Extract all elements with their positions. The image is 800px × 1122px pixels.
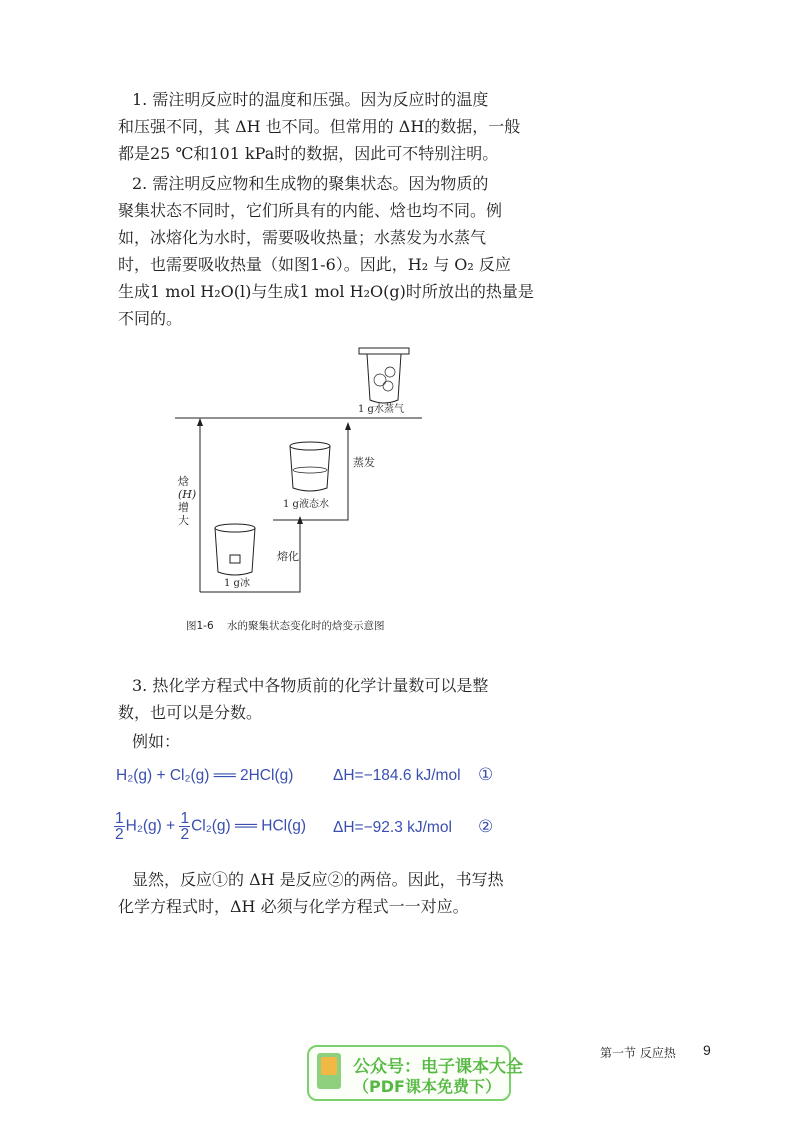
text-line: 不同的。 (118, 309, 183, 328)
text-line: 例如： (132, 732, 181, 751)
paragraph-4 (118, 866, 504, 920)
equation-2-enthalpy: ΔH=−92.3 kJ/mol (333, 819, 452, 836)
text-line: 2. 需注明反应物和生成物的聚集状态。因为物质的 (132, 174, 489, 193)
text-line: 3. 热化学方程式中各物质前的化学计量数可以是整 (132, 676, 489, 695)
melt-label: 熔化 (277, 550, 299, 563)
fraction-half: $\frac{1}{2}$ (180, 810, 190, 843)
enthalpy-diagram (170, 340, 440, 605)
watermark-badge (307, 1045, 523, 1101)
paragraph-1 (118, 86, 521, 167)
equation-1 (116, 767, 293, 785)
section-label: 第一节 反应热 (600, 1046, 676, 1060)
watermark-line-2: （PDF课本免费下） (353, 1077, 501, 1096)
text-line: 数，也可以是分数。 (118, 703, 263, 722)
liquid-beaker-icon (290, 442, 330, 491)
text-line: 和压强不同，其 ΔH 也不同。但常用的 ΔH的数据，一般 (118, 117, 521, 136)
paragraph-2 (118, 170, 534, 332)
caption-text: 水的聚集状态变化时的焓变示意图 (227, 620, 385, 632)
page-number: 9 (703, 1042, 711, 1058)
text-line: 1. 需注明反应时的温度和压强。因为反应时的温度 (132, 90, 489, 109)
text-line: 化学方程式时，ΔH 必须与化学方程式一一对应。 (118, 897, 469, 916)
equation-1-enthalpy: ΔH=−184.6 kJ/mol (333, 767, 461, 784)
equation-1-number: ① (478, 765, 494, 784)
paragraph-3 (118, 672, 498, 726)
example-label (118, 728, 498, 755)
text-line: 时，也需要吸收热量（如图1-6）。因此，H₂ 与 O₂ 反应 (118, 255, 511, 274)
vapor-beaker-icon (359, 348, 409, 403)
vapor-label: 1 g水蒸气 (358, 404, 404, 415)
text-line: 都是25 ℃和101 kPa时的数据，因此可不特别注明。 (118, 144, 499, 163)
equation-2: $\frac{1}{2}$ H₂(g) + $\frac{1}{2}$ Cl₂(g) ══ HCl(g) (115, 810, 307, 843)
equation-lhs: H₂(g) + Cl₂(g) ══ 2HCl(g) (116, 767, 294, 784)
axis-label: 焓 (178, 475, 189, 488)
ice-label: 1 g冰 (224, 578, 250, 589)
fraction-half: $\frac{1}{2}$ (115, 810, 124, 843)
figure-caption (186, 618, 385, 633)
equation-2-number: ② (478, 817, 494, 836)
liquid-label: 1 g液态水 (283, 499, 329, 510)
ice-beaker-icon (215, 524, 255, 575)
axis-label: 大 (178, 514, 189, 527)
axis-label: 增 (178, 501, 189, 514)
text-line: 如，冰熔化为水时，需要吸收热量；水蒸发为水蒸气 (118, 228, 487, 247)
book-icon (317, 1053, 341, 1089)
text-line: 显然，反应①的 ΔH 是反应②的两倍。因此，书写热 (132, 870, 504, 889)
caption-number: 图1-6 (186, 620, 214, 632)
text-line: 生成1 mol H₂O(l)与生成1 mol H₂O(g)时所放出的热量是 (118, 282, 534, 301)
text-line: 聚集状态不同时，它们所具有的内能、焓也均不同。例 (118, 201, 503, 220)
axis-label: (H) (178, 488, 197, 501)
evap-label: 蒸发 (353, 456, 375, 469)
watermark-line-1: 公众号：电子课本大全 (353, 1057, 523, 1077)
